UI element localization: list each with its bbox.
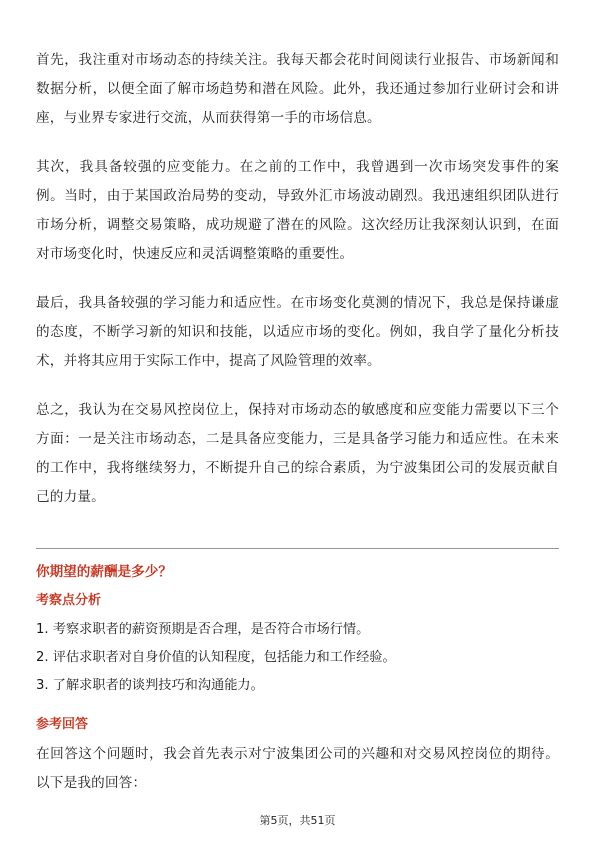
list-item: 3. 了解求职者的谈判技巧和沟通能力。	[36, 678, 264, 693]
answer-body	[36, 46, 559, 532]
paragraph-conclusion: 总之，我认为在交易风控岗位上，保持对市场动态的敏感度和应变能力需要以下三个方面：一是关注市场动态，二是具备应变能力，三是具备学习能力和适应性。在未来的工作中，我将继续努力，不断提升自己的综合素质，为宁波集团公司的发展贡献自己的力量。	[36, 402, 559, 505]
paragraph-second: 其次，我具备较强的应变能力。在之前的工作中，我曾遇到一次市场突发事件的案例。当时，由于某国政治局势的变动，导致外汇市场波动剧烈。我迅速组织团队进行市场分析，调整交易策略，成功规避了潜在的风险。这次经历让我深刻认识到，在面对市场变化时，快速反应和灵活调整策略的重要性。	[36, 159, 559, 262]
answer-heading: 参考回答	[36, 717, 89, 732]
answer-text: 在回答这个问题时，我会首先表示对宁波集团公司的兴趣和对交易风控岗位的期待。以下是我的回答：	[36, 746, 559, 791]
question-block	[36, 560, 559, 798]
list-item: 1. 考察求职者的薪资预期是否合理，是否符合市场行情。	[36, 622, 370, 637]
paragraph-first: 首先，我注重对市场动态的持续关注。我每天都会花时间阅读行业报告、市场新闻和数据分析，以便全面了解市场趋势和潜在风险。此外，我还通过参加行业研讨会和讲座，与业界专家进行交流，从而获得第一手的市场信息。	[36, 52, 559, 126]
list-item: 2. 评估求职者对自身价值的认知程度，包括能力和工作经验。	[36, 650, 396, 665]
analysis-heading: 考察点分析	[36, 593, 102, 608]
page-number: 第5页，共51页	[259, 814, 336, 827]
section-divider	[36, 548, 559, 549]
question-title: 你期望的薪酬是多少？	[36, 564, 172, 580]
analysis-list	[36, 616, 559, 700]
paragraph-third: 最后，我具备较强的学习能力和适应性。在市场变化莫测的情况下，我总是保持谦虚的态度，不断学习新的知识和技能，以适应市场的变化。例如，我自学了量化分析技术，并将其应用于实际工作中，提高了风险管理的效率。	[36, 295, 559, 369]
